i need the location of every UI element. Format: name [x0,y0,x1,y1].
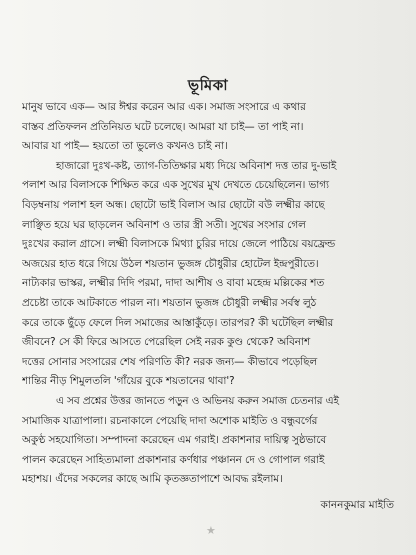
author-signature: কাননকুমার মাইতি [320,499,394,511]
preface-body [22,98,398,490]
text-line: প্রচেষ্টা তাকে আটকাতে পারল না। শয়তান ভুজঙ্গ চৌধুরী লক্ষ্মীর সর্বস্ব লুঠ [22,296,317,309]
text-line: দত্তের সোনার সংসারের শেষ পরিণতি কী? নরক জন্য— কীভাবে পড়েছিল [22,355,318,368]
text-line: অজয়ের হাত ধরে গিয়ে উঠল শয়তান ভুজঙ্গ চৌধুরীর হোটেল ইন্দ্রপুরীতে। [22,257,319,270]
star-ornament-icon: ★ [206,524,216,537]
text-line: মানুষ ভাবে এক— আর ঈশ্বর করেন আর এক। সমাজ সংসারে এ কথার [22,101,306,113]
text-line: পালন করেছেন সাহিত্যমালা প্রকাশনার কর্ণধার পঞ্চানন দে ও গোপাল গরাই [22,453,325,466]
text-line: আবার যা পাই— হয়তো তা ভুলেও কখনও চাই না। [22,140,228,153]
text-line: নাট্যকার ভাস্কর, লক্ষ্মীর দিদি পরমা, দাদা আশীষ ও বাবা মহেন্দ্র মল্লিকের শত [22,277,325,290]
text-line: মহাশয়। এঁদের সকলের কাছে আমি কৃতজ্ঞতাপাশে আবদ্ধ রইলাম। [22,473,283,486]
text-line: দুঃখের করাল গ্রাসে। লক্ষ্মী বিলাসকে মিথ্যা চুরির দায়ে জেলে পাঠিয়ে বয়ফ্রেন্ড [22,238,336,251]
text-line: শান্তির নীড় শিমুলতলি 'গাঁয়ের বুকে শয়তানের থাবা'? [22,375,235,388]
text-line: বাস্তব প্রতিফলন প্রতিনিয়ত ঘটে চলেছে। আমরা যা চাই— তা পাই না। [22,120,304,133]
text-line: লাঞ্ছিত হয়ে ঘর ছাড়লেন অবিনাশ ও তার স্ত্রী সতী। সুখের সংসার গেল [22,218,306,231]
page-title: ভূমিকা [187,76,229,94]
text-line: করে তাকে ছুঁড়ে ফেলে দিল সমাজের আস্তাকুঁড়ে। তারপর? কী ঘটেছিল লক্ষ্মীর [22,316,334,329]
text-line: পলাশ আর বিলাসকে শিক্ষিত করে এক সুখের মুখ দেখতে চেয়েছিলেন। ভাগ্য [22,179,329,192]
text-line: সামাজিক যাত্রাপালা। রচনাকালে পেয়েছি দাদা অশোক মাইতি ও বন্ধুবর্গের [22,414,318,427]
text-line: এ সব প্রশ্নের উত্তর জানতে পড়ুন ও অভিনয় করুন সমাজ চেতনার এই [56,394,339,407]
text-line: জীবনে? সে কী ফিরে আসতে পেরেছিল সেই নরক কুণ্ড থেকে? অবিনাশ [22,336,311,349]
text-line: অকুণ্ঠ সহযোগিতা। সম্পাদনা করেছেন এম গরাই। প্রকাশনার দায়িত্ব সুষ্ঠভাবে [22,434,327,447]
text-line: হাজারো দুঃখ-কষ্ট, ত্যাগ-তিতিক্ষার মধ্য দিয়ে অবিনাশ দত্ত তার দু-ভাই [56,159,337,172]
text-line: বিড়ম্বনায় পলাশ হল অন্ধ। ছোটো ভাই বিলাস আর ছোটো বউ লক্ষ্মীর কাছে [22,198,325,211]
